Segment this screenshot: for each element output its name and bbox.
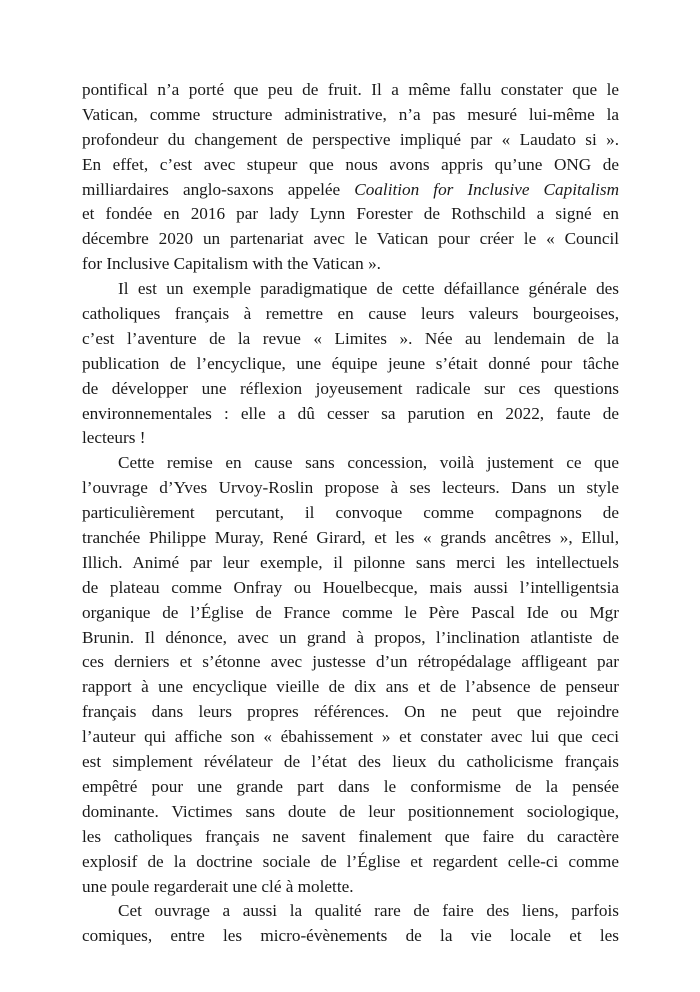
italic-title: Coalition for Inclusive Capitalism [354, 179, 619, 199]
text-line [82, 302, 619, 327]
text-line [82, 78, 619, 103]
text-line [82, 601, 619, 626]
paragraph [82, 899, 619, 949]
text-segment: et fondée en 2016 par lady Lynn Forester de Rothschild a signé en [82, 204, 619, 224]
text-line [82, 352, 619, 377]
text-line [82, 924, 619, 949]
text-line [82, 750, 619, 775]
text-line [82, 252, 619, 277]
paragraph [82, 78, 619, 277]
text-line [82, 103, 619, 128]
text-segment: environnementales : elle a dû cesser sa parution en 2022, faute de [82, 403, 619, 423]
text-line [82, 476, 619, 501]
text-line [82, 899, 619, 924]
text-line [82, 501, 619, 526]
text-segment: Cette remise en cause sans concession, voilà justement ce que [118, 453, 619, 473]
text-segment: rapport à une encyclique vieille de dix ans et de l’absence de penseur [82, 677, 619, 697]
text-line [82, 402, 619, 427]
text-segment: les catholiques français ne savent finalement que faire du caractère [82, 826, 619, 846]
text-segment: particulièrement percutant, il convoque comme compagnons de [82, 503, 619, 523]
text-segment: Brunin. Il dénonce, avec un grand à propos, l’inclination atlantiste de [82, 627, 619, 647]
text-line [82, 725, 619, 750]
text-line [82, 426, 619, 451]
text-line [82, 825, 619, 850]
text-line [82, 227, 619, 252]
text-line [82, 202, 619, 227]
text-segment: catholiques français à remettre en cause leurs valeurs bourgeoises, [82, 304, 619, 324]
text-segment: Vatican, comme structure administrative, n’a pas mesuré lui-même la [82, 104, 619, 124]
text-segment: for Inclusive Capitalism with the Vatican ». [82, 254, 381, 274]
text-segment: publication de l’encyclique, une équipe jeune s’était donné pour tâche [82, 353, 619, 373]
text-line [82, 451, 619, 476]
text-line [82, 700, 619, 725]
text-segment: empêtré pour une grande part dans le conformisme de la pensée [82, 776, 619, 796]
text-line [82, 551, 619, 576]
text-segment: c’est l’aventure de la revue « Limites ». Née au lendemain de la [82, 328, 619, 348]
text-segment: Illich. Animé par leur exemple, il pilonne sans merci les intellectuels [82, 552, 619, 572]
document-page [82, 78, 619, 949]
text-line [82, 875, 619, 900]
text-line [82, 775, 619, 800]
text-segment: lecteurs ! [82, 428, 146, 448]
text-line [82, 178, 619, 203]
text-segment: de développer une réflexion joyeusement radicale sur ces questions [82, 378, 619, 398]
text-line [82, 377, 619, 402]
text-segment: une poule regarderait une clé à molette. [82, 876, 354, 896]
text-segment: organique de l’Église de France comme le Père Pascal Ide ou Mgr [82, 602, 619, 622]
text-line [82, 153, 619, 178]
text-line [82, 576, 619, 601]
text-segment: comiques, entre les micro-évènements de la vie locale et les [82, 926, 619, 946]
text-segment: pontifical n’a porté que peu de fruit. Il a même fallu constater que le [82, 80, 619, 99]
text-segment: En effet, c’est avec stupeur que nous avons appris qu’une ONG de [82, 154, 619, 174]
text-line [82, 650, 619, 675]
text-segment: dominante. Victimes sans doute de leur positionnement sociologique, [82, 801, 619, 821]
paragraph [82, 451, 619, 899]
text-segment: est simplement révélateur de l’état des lieux du catholicisme français [82, 752, 619, 772]
text-segment: profondeur du changement de perspective impliqué par « Laudato si ». [82, 129, 619, 149]
text-line [82, 128, 619, 153]
text-line [82, 800, 619, 825]
text-line [82, 850, 619, 875]
text-segment: de plateau comme Onfray ou Houelbecque, mais aussi l’intelligentsia [82, 577, 619, 597]
text-segment: l’auteur qui affiche son « ébahissement » et constater avec lui que ceci [82, 727, 619, 747]
text-segment: français dans leurs propres références. On ne peut que rejoindre [82, 702, 619, 722]
text-segment: ces derniers et s’étonne avec justesse d’un rétropédalage affligeant par [82, 652, 619, 672]
text-segment: milliardaires anglo-saxons appelée [82, 179, 355, 199]
text-segment: l’ouvrage d’Yves Urvoy-Roslin propose à ses lecteurs. Dans un style [82, 478, 619, 498]
text-segment: Cet ouvrage a aussi la qualité rare de faire des liens, parfois [118, 901, 619, 921]
text-line [82, 526, 619, 551]
text-segment: Il est un exemple paradigmatique de cette défaillance générale des [118, 279, 619, 299]
text-segment: explosif de la doctrine sociale de l’Église et regardent celle-ci comme [82, 851, 619, 871]
text-line [82, 327, 619, 352]
paragraph [82, 277, 619, 451]
text-line [82, 277, 619, 302]
text-line [82, 626, 619, 651]
text-segment: tranchée Philippe Muray, René Girard, et les « grands ancêtres », Ellul, [82, 528, 619, 548]
text-segment: décembre 2020 un partenariat avec le Vatican pour créer le « Council [82, 229, 619, 249]
text-line [82, 675, 619, 700]
